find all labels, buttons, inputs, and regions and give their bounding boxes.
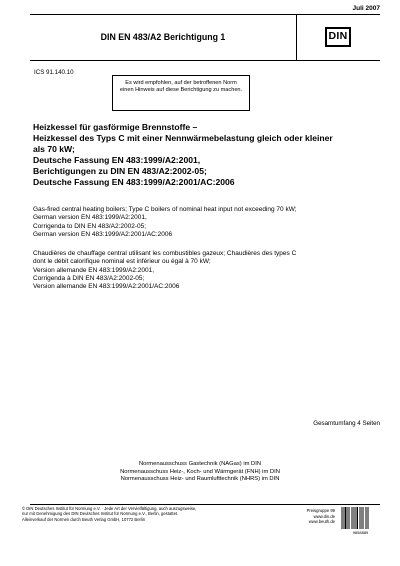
- ics-code: ICS 91.140.10: [34, 69, 74, 76]
- barcode-bar: [348, 507, 349, 529]
- document-id: DIN EN 483/A2 Berichtigung 1: [100, 32, 226, 42]
- beuth-website: www.beuth.de: [308, 519, 335, 525]
- bottom-rule: [30, 504, 380, 505]
- committee-line: Normenausschuss Heiz- und Raumlufttechnik (NHRS) im DIN: [120, 476, 280, 482]
- din-logo: [325, 27, 351, 47]
- barcode-bar: [356, 507, 357, 529]
- barcode-bar: [365, 507, 366, 529]
- document-id-box: [30, 14, 297, 61]
- barcode-bar: [343, 507, 344, 529]
- barcode-number: 9858889: [352, 530, 369, 535]
- logo-box: [297, 14, 380, 61]
- barcode-bar: [345, 507, 347, 529]
- committees: [0, 461, 400, 484]
- german-title: [33, 122, 383, 188]
- barcode: [341, 507, 380, 529]
- committee-line: Normenausschuss Gastechnik (NAGas) im DIN: [138, 461, 262, 467]
- german-title-line: Heizkessel des Typs C mit einer Nennwärmebelastung gleich oder kleiner: [33, 133, 333, 143]
- barcode-bar: [350, 507, 351, 529]
- french-title-line: Corrigenda à DIN EN 483/A2:2002-05;: [33, 274, 145, 282]
- english-title-line: Corrigenda to DIN EN 483/A2:2002-05;: [33, 222, 147, 230]
- barcode-bar: [367, 507, 368, 529]
- french-title-line: Chaudières de chauffage central utilisant les combustibles gazeux; Chaudières des types C: [33, 250, 297, 257]
- barcode-bar: [368, 507, 369, 529]
- german-title-line: Deutsche Fassung EN 483:1999/A2:2001,: [33, 155, 201, 165]
- barcode-bar: [359, 507, 360, 529]
- french-title-line: dont le débit calorifique nominal est inférieur ou égal à 70 kW;: [33, 258, 211, 266]
- barcode-bar: [347, 507, 348, 529]
- barcode-bar: [357, 507, 359, 529]
- notice-box: Es wird empfohlen, auf der betroffenen Norm einen Hinweis auf diese Berichtigung zu machen.: [112, 75, 250, 111]
- english-title: [33, 206, 385, 239]
- issue-date: Juli 2007: [352, 5, 380, 12]
- french-title-line: Version allemande EN 483:1999/A2:2001,: [33, 266, 155, 274]
- barcode-bar: [362, 507, 363, 529]
- copyright-notice: [22, 506, 237, 522]
- barcode-bar: [342, 507, 343, 529]
- barcode-bar: [353, 507, 354, 529]
- din-website: www.din.de: [313, 513, 335, 519]
- english-title-line: German version EN 483:1999/A2:2001/AC:2006: [33, 230, 173, 238]
- barcode-bar: [360, 507, 361, 529]
- german-title-line: als 70 kW;: [33, 144, 75, 154]
- barcode-bar: [363, 507, 364, 529]
- footer-info: [295, 508, 335, 525]
- english-title-line: Gas-fired central heating boilers; Type C boilers of nominal heat input not exceeding 70 kW;: [33, 206, 297, 213]
- french-title: [33, 250, 385, 291]
- german-title-line: Deutsche Fassung EN 483:1999/A2:2001/AC:2006: [33, 177, 235, 187]
- copyright-line: nur mit Genehmigung des DIN Deutsches Institut für Normung e.V., Berlin, gestattet.: [22, 511, 179, 517]
- german-title-line: Heizkessel für gasförmige Brennstoffe –: [33, 122, 198, 132]
- copyright-line: Alleinverkauf der Normen durch Beuth Verlag GmbH, 10772 Berlin: [22, 516, 146, 522]
- din-logo-text: DIN: [328, 30, 348, 42]
- price-group: Preisgruppe 99: [306, 508, 335, 513]
- barcode-bar: [352, 507, 353, 529]
- english-title-line: German version EN 483:1999/A2:2001,: [33, 214, 147, 222]
- total-pages: Gesamtumfang 4 Seiten: [313, 420, 380, 427]
- barcode-bar: [354, 507, 355, 529]
- german-title-line: Berichtigungen zu DIN EN 483/A2:2002-05;: [33, 166, 207, 176]
- copyright-line: © DIN Deutsches Institut für Normung e.V. · Jede Art der Vervielfältigung, auch auszugsweise,: [22, 506, 197, 511]
- committee-line: Normenausschuss Heiz-, Koch- und Wärmgerät (FNH) im DIN: [120, 468, 280, 475]
- french-title-line: Version allemande EN 483:1999/A2:2001/AC:2006: [33, 283, 180, 291]
